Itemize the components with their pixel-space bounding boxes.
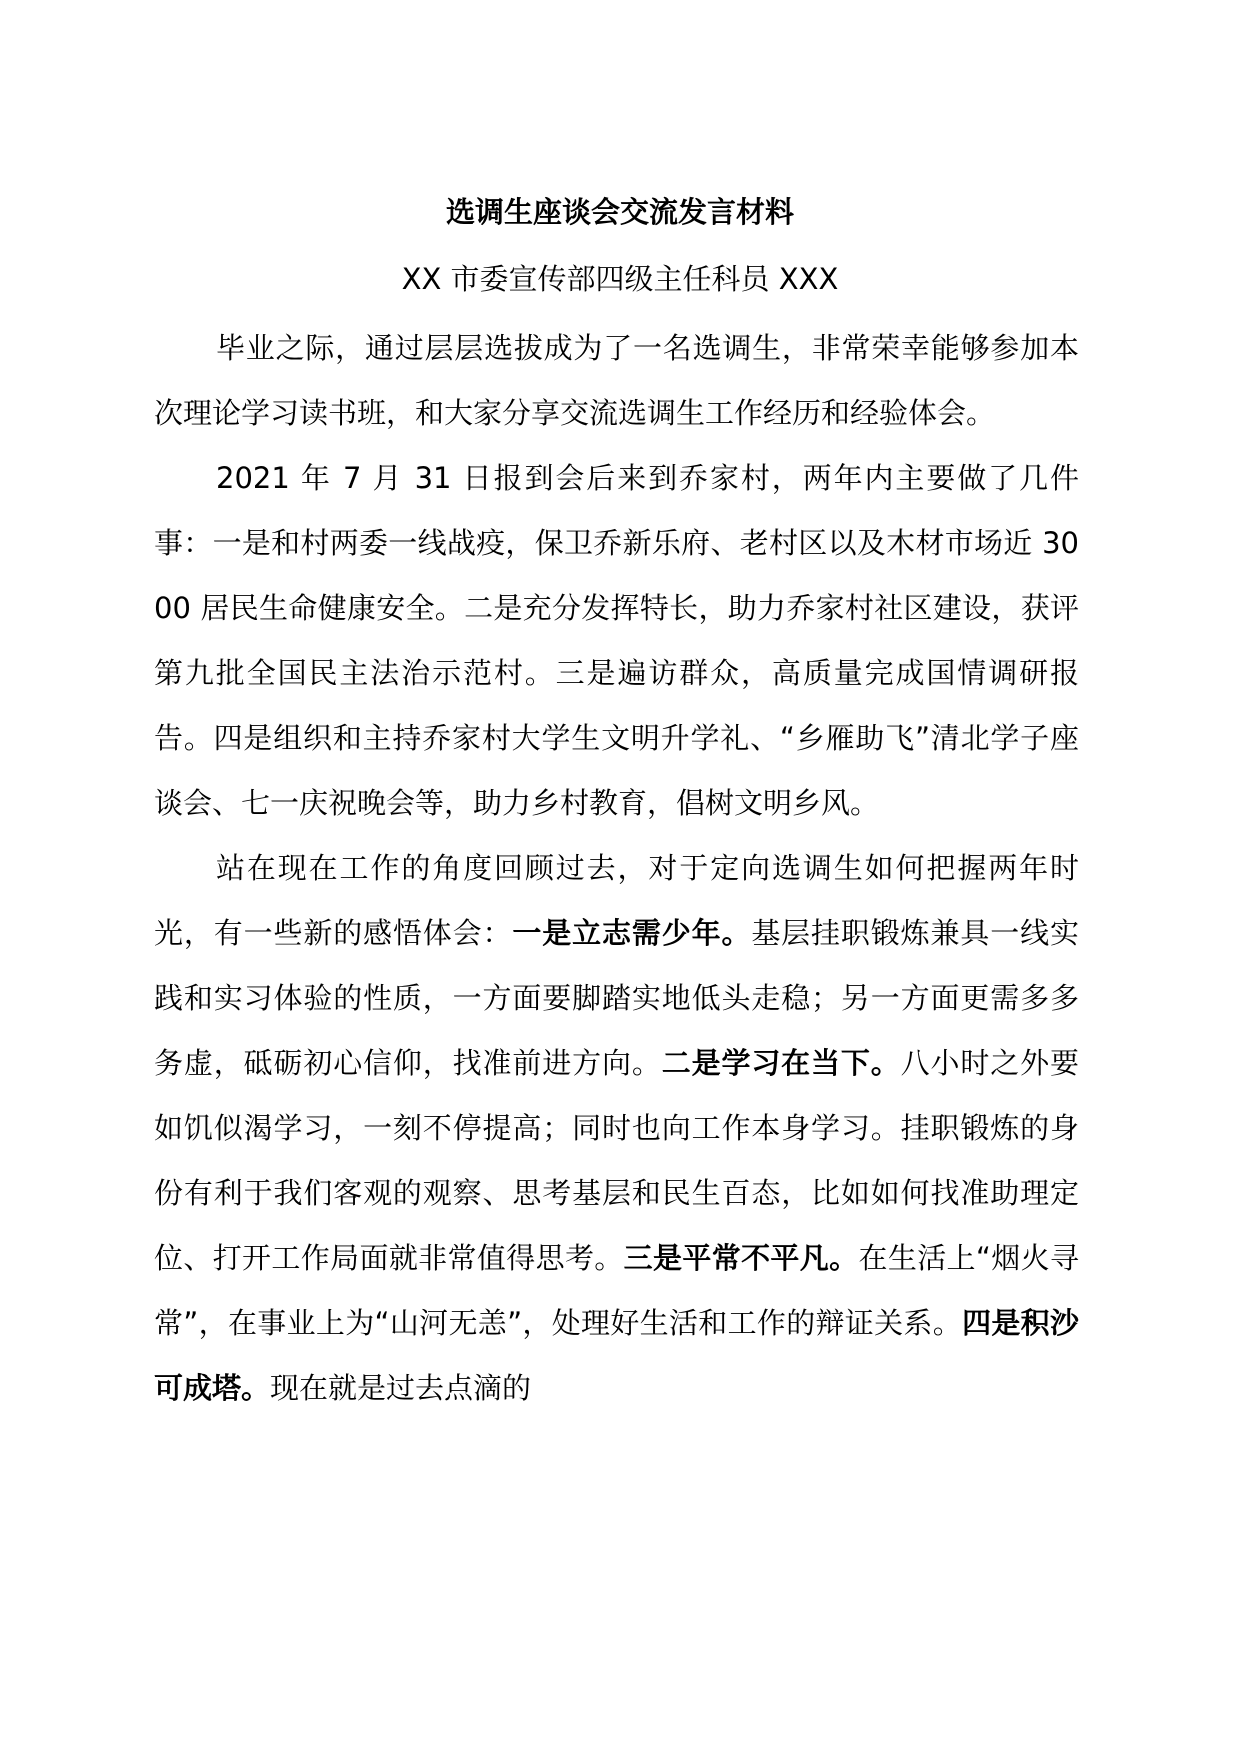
point2-text: 八小时之外要如饥似渴学习，一刻不停提高；同时也向工作本身学习。挂职锻炼的身份有利于我们客观的观察、思考基层和民生百态，比如如何找准助理定位、打开工作局面就非常值得思考。 bbox=[154, 1046, 1079, 1275]
point3-text: 在生活上“烟火寻常”，在事业上为“山河无恙”，处理好生活和工作的辩证关系。 bbox=[154, 1241, 1079, 1340]
point1-text: 基层挂职锻炼兼具一线实践和实习体验的性质，一方面要脚踏实地低头走稳；另一方面更需多多务虚，砥砺初心信仰，找准前进方向。 bbox=[154, 916, 1079, 1080]
point2-heading: 二是学习在当下。 bbox=[661, 1046, 901, 1080]
paragraph-intro: 毕业之际，通过层层选拔成为了一名选调生，非常荣幸能够参加本次理论学习读书班，和大家分享交流选调生工作经历和经验体会。 bbox=[154, 331, 1079, 430]
point4-text: 现在就是过去点滴的 bbox=[270, 1371, 532, 1405]
point4-heading: 四是积沙可成塔。 bbox=[154, 1306, 1079, 1405]
paragraph-work-summary: 2021 年 7 月 31 日报到会后来到乔家村，两年内主要做了几件事：一是和村两委一线战疫，保卫乔新乐府、老村区以及木材市场近 3000 居民生命健康安全。二是充分发挥特长，助力乔家村社区建设，获评第九批全国民主法治示范村。三是遍访群众，高质量完成国情调研报告。四是组织和主持乔家村大学生文明升学礼、“乡雁助飞”清北学子座谈会、七一庆祝晚会等，助力乡村教育，倡树文明乡风。 bbox=[154, 461, 1079, 820]
author-line: XX 市委宣传部四级主任科员 XXX bbox=[401, 262, 839, 296]
point1-heading: 一是立志需少年。 bbox=[512, 916, 752, 950]
document-body bbox=[154, 316, 1079, 1421]
point3-heading: 三是平常不平凡。 bbox=[623, 1241, 859, 1275]
document-title: 选调生座谈会交流发言材料 bbox=[445, 195, 794, 229]
paragraph-reflections bbox=[154, 836, 1079, 1421]
reflections-intro: 站在现在工作的角度回顾过去，对于定向选调生如何把握两年时光，有一些新的感悟体会： bbox=[154, 851, 1079, 950]
